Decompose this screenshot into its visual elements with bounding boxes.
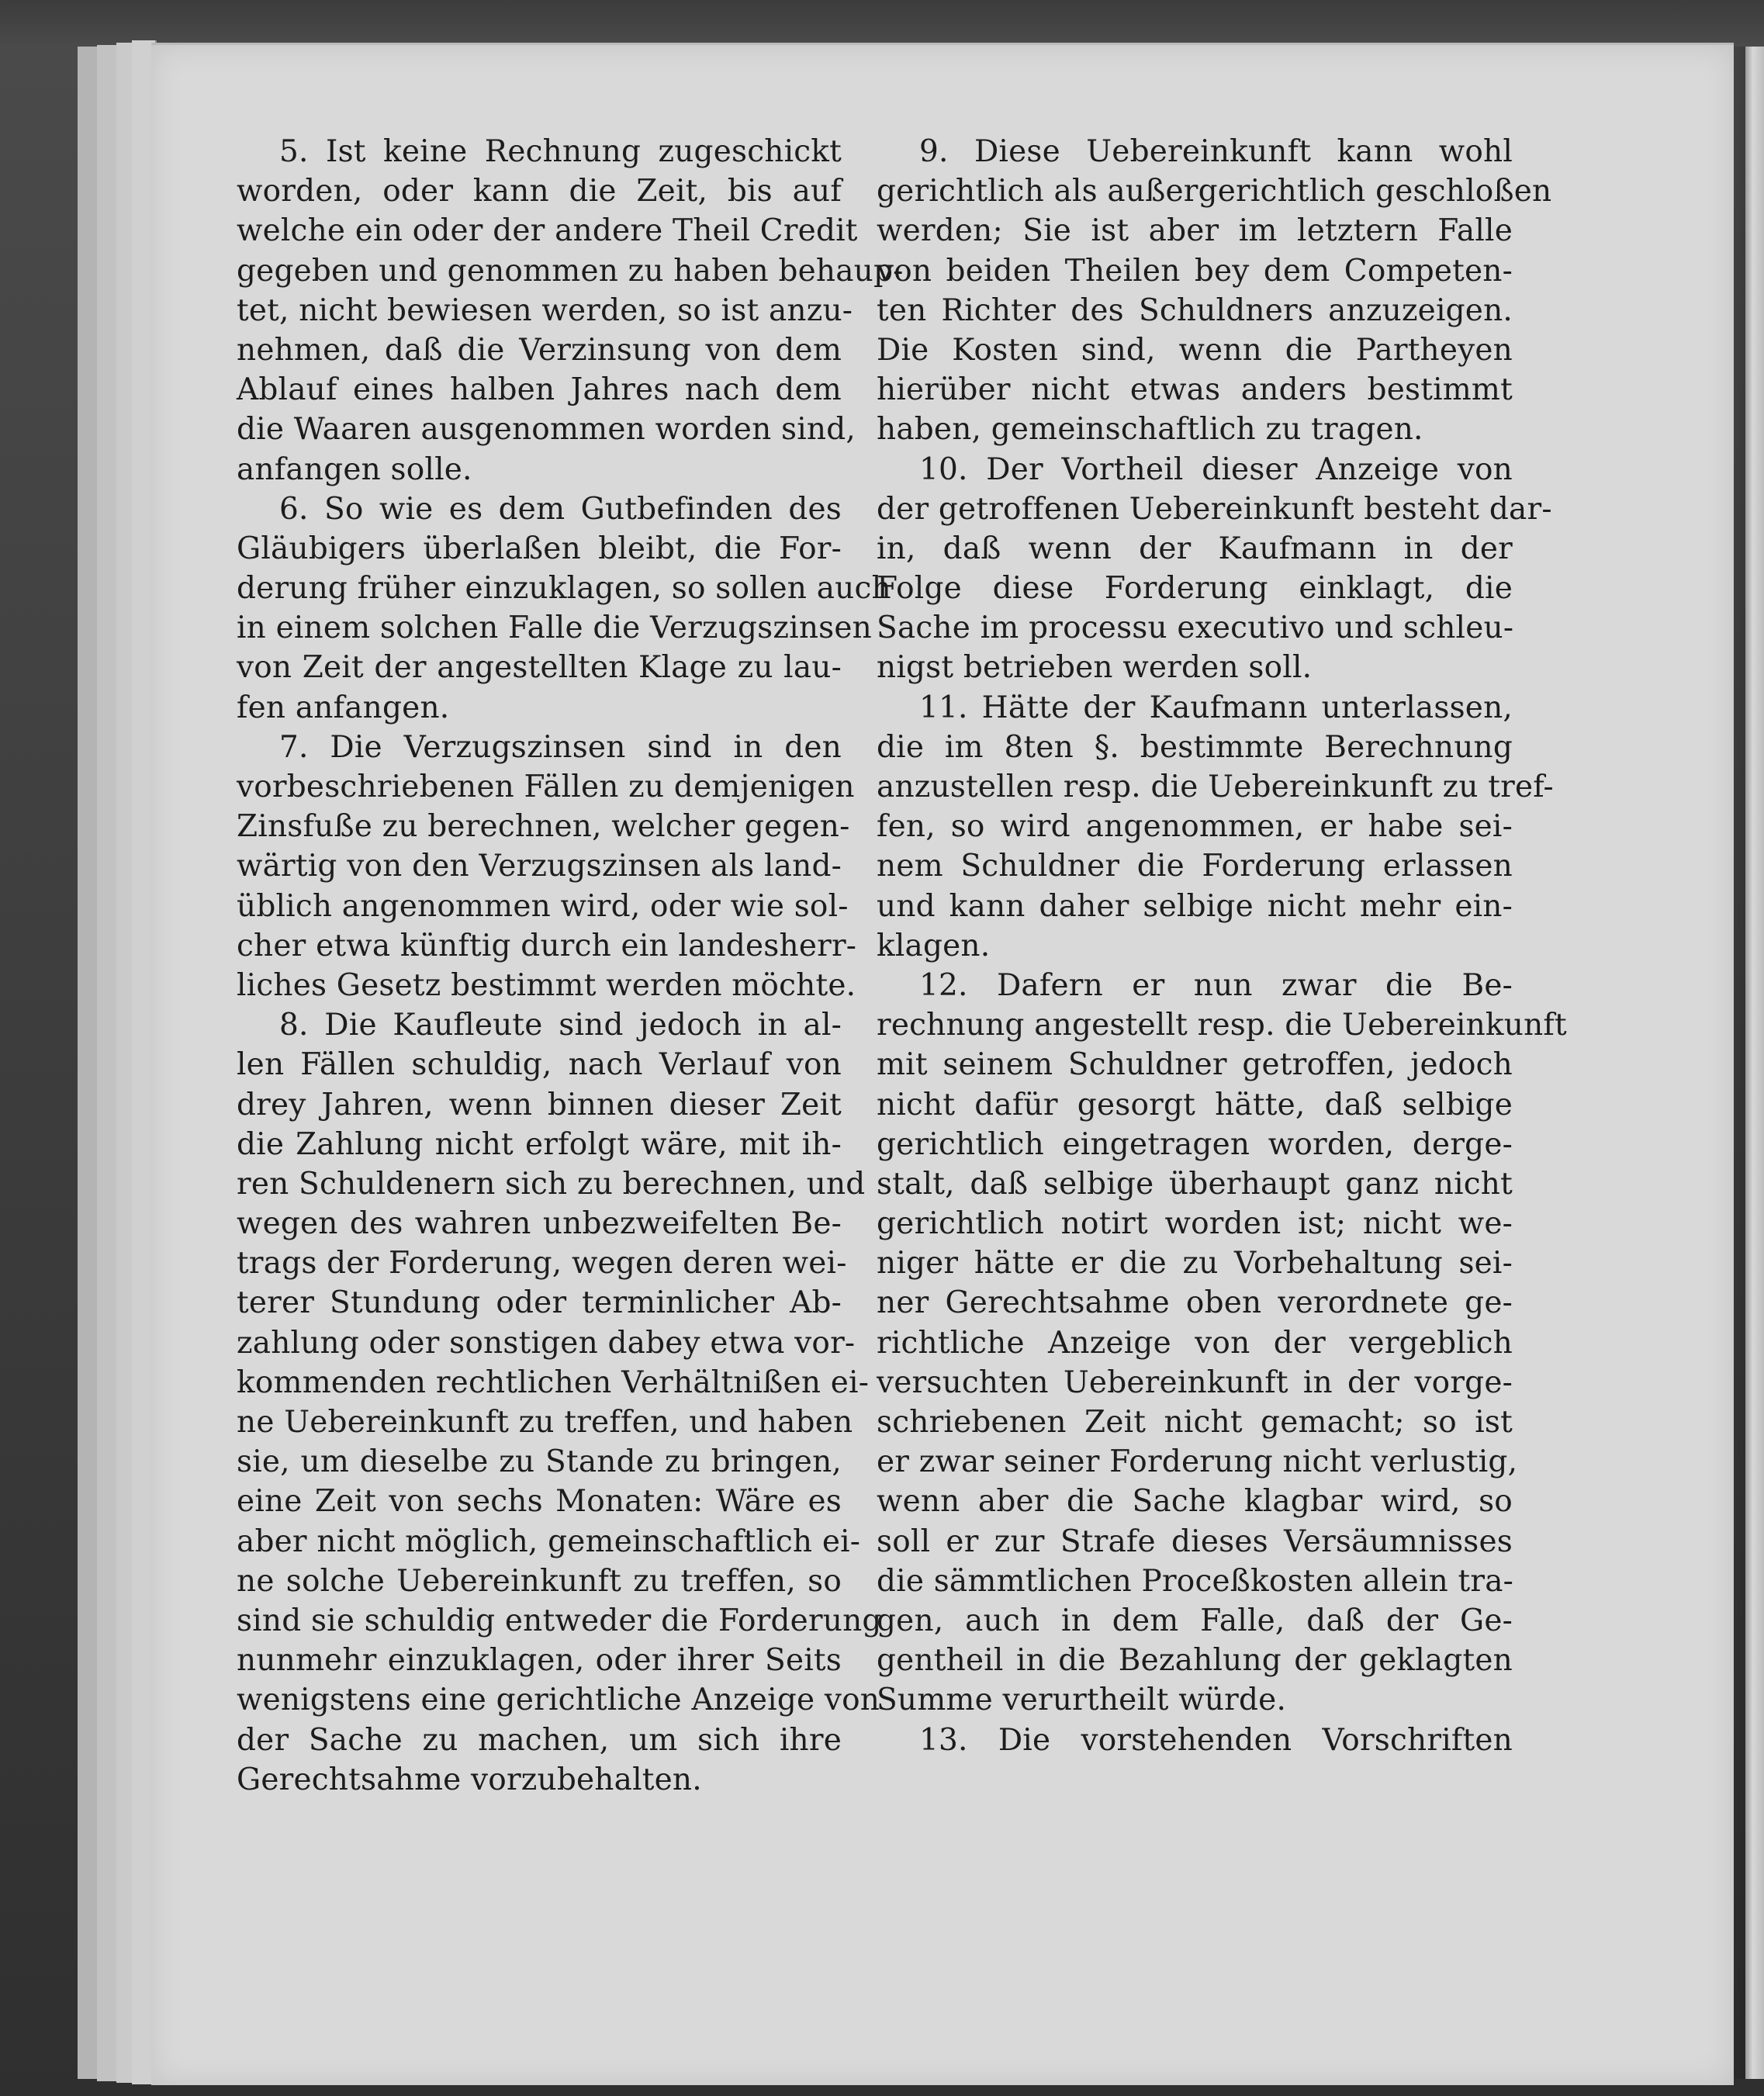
text-line: tet, nicht bewiesen werden, so ist anzu-: [237, 292, 853, 328]
text-line: der getroffenen Uebereinkunft besteht dar-: [877, 491, 1552, 527]
text-line: ren Schuldenern sich zu berechnen, und: [237, 1166, 866, 1202]
text-line: nunmehr einzuklagen, oder ihrer Seits: [237, 1643, 842, 1679]
text-line: richtliche Anzeige von der vergeblich: [877, 1325, 1513, 1361]
text-line: 8. Die Kaufleute sind jedoch in al-: [279, 1008, 842, 1043]
text-line: Summe verurtheilt würde.: [877, 1683, 1287, 1718]
text-line: hierüber nicht etwas anders bestimmt: [877, 372, 1513, 408]
text-line: nicht dafür gesorgt hätte, daß selbige: [877, 1087, 1513, 1122]
text-line: worden, oder kann die Zeit, bis auf: [237, 174, 842, 209]
book-spine: [1745, 47, 1764, 2079]
text-line: fen, so wird angenommen, er habe sei-: [877, 809, 1513, 845]
text-line: sind sie schuldig entweder die Forderung: [237, 1603, 882, 1638]
text-line: nigst betrieben werden soll.: [877, 650, 1313, 686]
text-line: gerichtlich notirt worden ist; nicht we-: [877, 1206, 1513, 1242]
left-text-column: [237, 132, 904, 1800]
text-line: die Zahlung nicht erfolgt wäre, mit ih-: [237, 1126, 842, 1162]
text-line: cher etwa künftig durch ein landesherr-: [237, 928, 857, 963]
text-line: haben, gemeinschaftlich zu tragen.: [877, 412, 1423, 448]
text-line: wenigstens eine gerichtliche Anzeige von: [237, 1683, 880, 1718]
text-line: zahlung oder sonstigen dabey etwa vor-: [237, 1325, 856, 1361]
text-line: versuchten Uebereinkunft in der vorge-: [877, 1364, 1513, 1400]
text-line: anfangen solle.: [237, 451, 472, 487]
text-line: 5. Ist keine Rechnung zugeschickt: [279, 134, 842, 169]
text-line: trags der Forderung, wegen deren wei-: [237, 1246, 847, 1281]
text-line: Sache im processu executivo und schleu-: [877, 610, 1514, 646]
text-line: drey Jahren, wenn binnen dieser Zeit: [237, 1087, 842, 1122]
text-line: und kann daher selbige nicht mehr ein-: [877, 888, 1513, 924]
text-line: 7. Die Verzugszinsen sind in den: [279, 729, 842, 765]
text-line: Ablauf eines halben Jahres nach dem: [237, 372, 842, 408]
text-line: sie, um dieselbe zu Stande zu bringen,: [237, 1444, 842, 1480]
text-line: schriebenen Zeit nicht gemacht; so ist: [877, 1405, 1513, 1440]
text-line: terer Stundung oder terminlicher Ab-: [237, 1285, 842, 1321]
text-line: Zinsfuße zu berechnen, welcher gegen-: [237, 809, 850, 845]
text-line: eine Zeit von sechs Monaten: Wäre es: [237, 1484, 842, 1520]
text-line: von beiden Theilen bey dem Competen-: [877, 253, 1513, 289]
text-line: gerichtlich als außergerichtlich geschloßen: [877, 174, 1552, 209]
text-line: wegen des wahren unbezweifelten Be-: [237, 1206, 842, 1242]
text-line: klagen.: [877, 928, 991, 963]
text-line: 9. Diese Uebereinkunft kann wohl: [919, 134, 1513, 169]
text-line: wenn aber die Sache klagbar wird, so: [877, 1484, 1513, 1520]
text-line: von Zeit der angestellten Klage zu lau-: [237, 650, 842, 686]
text-line: ten Richter des Schuldners anzuzeigen.: [877, 292, 1513, 328]
text-line: gerichtlich eingetragen worden, derge-: [877, 1126, 1513, 1162]
text-line: ne solche Uebereinkunft zu treffen, so: [237, 1563, 842, 1599]
text-line: niger hätte er die zu Vorbehaltung sei-: [877, 1246, 1513, 1281]
text-line: 11. Hätte der Kaufmann unterlassen,: [919, 690, 1513, 725]
text-line: die im 8ten §. bestimmte Berechnung: [877, 729, 1513, 765]
text-line: rechnung angestellt resp. die Uebereinkunft: [877, 1008, 1567, 1043]
text-line: die sämmtlichen Proceßkosten allein tra-: [877, 1563, 1514, 1599]
text-line: Die Kosten sind, wenn die Partheyen: [877, 332, 1513, 368]
text-line: nem Schuldner die Forderung erlassen: [877, 849, 1513, 884]
text-line: kommenden rechtlichen Verhältnißen ei-: [237, 1364, 870, 1400]
text-line: in, daß wenn der Kaufmann in der: [877, 531, 1513, 566]
right-text-column: [877, 132, 1567, 1760]
text-line: stalt, daß selbige überhaupt ganz nicht: [877, 1166, 1513, 1202]
text-line: er zwar seiner Forderung nicht verlustig,: [877, 1444, 1518, 1480]
book-page: [151, 43, 1734, 2085]
text-line: anzustellen resp. die Uebereinkunft zu tref-: [877, 770, 1554, 804]
text-line: 10. Der Vortheil dieser Anzeige von: [919, 451, 1513, 487]
text-line: 13. Die vorstehenden Vorschriften: [919, 1722, 1513, 1758]
text-line: len Fällen schuldig, nach Verlauf von: [237, 1047, 842, 1083]
text-line: wärtig von den Verzugszinsen als land-: [237, 849, 842, 884]
text-line: mit seinem Schuldner getroffen, jedoch: [877, 1047, 1513, 1083]
text-line: gegeben und genommen zu haben behaup-: [237, 253, 904, 289]
text-line: aber nicht möglich, gemeinschaftlich ei-: [237, 1524, 861, 1559]
text-line: welche ein oder der andere Theil Credit: [237, 213, 858, 249]
text-line: die Waaren ausgenommen worden sind,: [237, 412, 856, 448]
text-line: Folge diese Forderung einklagt, die: [877, 571, 1513, 607]
text-line: fen anfangen.: [237, 690, 450, 725]
text-line: vorbeschriebenen Fällen zu demjenigen: [237, 770, 855, 804]
text-line: der Sache zu machen, um sich ihre: [237, 1722, 842, 1758]
text-line: gen, auch in dem Falle, daß der Ge-: [877, 1603, 1513, 1638]
text-line: werden; Sie ist aber im letztern Falle: [877, 213, 1513, 249]
text-line: ner Gerechtsahme oben verordnete ge-: [877, 1285, 1513, 1321]
text-line: liches Gesetz bestimmt werden möchte.: [237, 967, 856, 1003]
text-line: 12. Dafern er nun zwar die Be-: [919, 967, 1513, 1003]
text-line: nehmen, daß die Verzinsung von dem: [237, 332, 842, 368]
text-line: gentheil in die Bezahlung der geklagten: [877, 1643, 1513, 1679]
text-line: in einem solchen Falle die Verzugszinsen: [237, 610, 872, 646]
text-line: 6. So wie es dem Gutbefinden des: [279, 491, 842, 527]
text-line: üblich angenommen wird, oder wie sol-: [237, 888, 849, 924]
text-line: Gerechtsahme vorzubehalten.: [237, 1762, 702, 1797]
text-line: derung früher einzuklagen, so sollen auch: [237, 571, 891, 607]
text-line: ne Uebereinkunft zu treffen, und haben: [237, 1405, 853, 1440]
text-line: Gläubigers überlaßen bleibt, die For-: [237, 531, 842, 566]
text-line: soll er zur Strafe dieses Versäumnisses: [877, 1524, 1513, 1559]
